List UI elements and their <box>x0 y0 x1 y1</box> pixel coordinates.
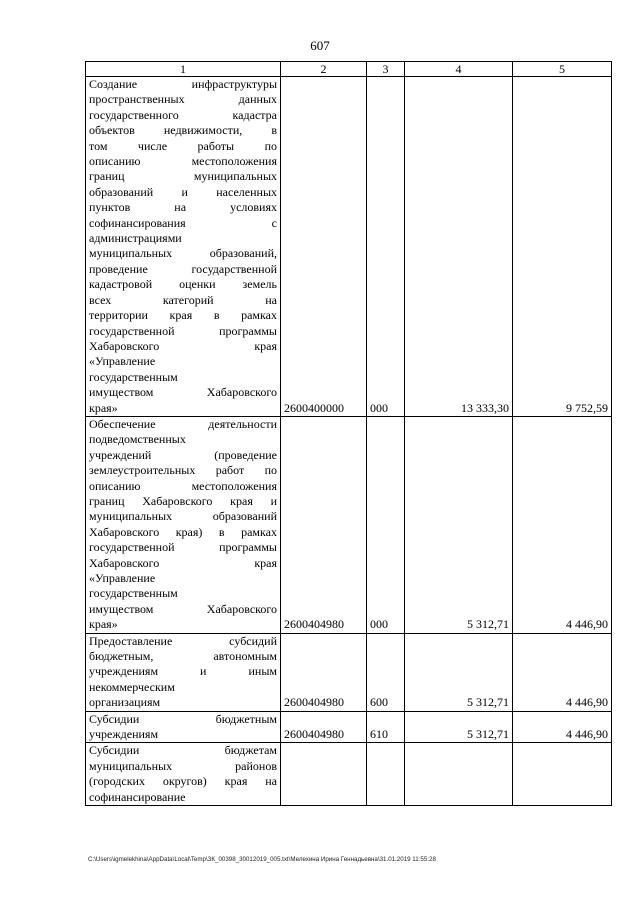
row-value-4-cell: 13 333,30 <box>405 77 513 417</box>
row-name-line: государственным <box>89 369 178 384</box>
row-value-5-cell: 9 752,59 <box>513 77 612 417</box>
row-code-cell <box>281 743 367 806</box>
column-header-4: 4 <box>405 62 513 77</box>
row-name-line: организациям <box>89 695 161 710</box>
row-name-line: всех категорий на <box>89 292 277 307</box>
row-name-line: учреждениям и иным <box>89 664 277 679</box>
row-type-cell: 000 <box>367 416 405 633</box>
row-value-5-cell: 4 446,90 <box>513 416 612 633</box>
row-name-cell <box>86 633 281 711</box>
row-name-line: «Управление <box>89 571 156 585</box>
row-name-line: том числе работы по <box>89 138 277 153</box>
column-header-1: 1 <box>86 62 281 77</box>
row-value-5-cell <box>513 743 612 806</box>
row-value-4-cell: 5 312,71 <box>405 633 513 711</box>
row-name-line: «Управление <box>89 354 156 369</box>
row-name-line: бюджетным, автономным <box>89 649 277 664</box>
table-row <box>86 711 612 743</box>
row-name-line: Хабаровского края) в рамках <box>89 524 277 539</box>
column-header-2: 2 <box>281 62 367 77</box>
row-name-line: муниципальных образований, <box>89 246 277 261</box>
row-name-line: Субсидии бюджетам <box>89 743 277 758</box>
row-code-cell: 2600400000 <box>281 77 367 417</box>
row-name-line: софинансирования с <box>89 215 277 230</box>
column-header-5: 5 <box>513 62 612 77</box>
row-name-line: учреждений (проведение <box>89 447 277 462</box>
row-code-cell: 2600404980 <box>281 633 367 711</box>
row-type-cell: 600 <box>367 633 405 711</box>
row-name-cell <box>86 77 281 417</box>
column-header-3: 3 <box>367 62 405 77</box>
table-header-row <box>86 62 612 77</box>
row-name-line: объектов недвижимости, в <box>89 123 277 138</box>
footer-file-path: C:\Users\igmelekhina\AppData\Local\Temp\ЗК_00398_30012019_005.txt\Мелехина Ирина Геннадьевна\31.01.2019 11:55:28 <box>88 856 436 863</box>
table-row <box>86 77 612 417</box>
row-name-cell <box>86 416 281 633</box>
row-name-line: пространственных данных <box>89 92 277 107</box>
table-row <box>86 416 612 633</box>
row-name-line: (городских округов) края на <box>89 774 277 789</box>
row-name-cell <box>86 711 281 743</box>
row-name-line: Субсидии бюджетным <box>89 711 277 726</box>
row-name-line: некоммерческим <box>89 679 175 694</box>
row-name-line: Обеспечение деятельности <box>89 416 277 431</box>
row-value-4-cell <box>405 743 513 806</box>
row-name-line: пунктов на условиях <box>89 200 277 215</box>
table-row <box>86 743 612 806</box>
row-name-line: софинансирование <box>89 789 186 804</box>
row-name-line: землеустроительных работ по <box>89 463 277 478</box>
row-name-line: государственной программы <box>89 323 277 338</box>
row-name-line: муниципальных районов <box>89 758 277 773</box>
row-code-cell: 2600404980 <box>281 711 367 743</box>
row-value-4-cell: 5 312,71 <box>405 711 513 743</box>
row-name-line: имуществом Хабаровского <box>89 601 277 616</box>
row-name-line: территории края в рамках <box>89 308 277 323</box>
row-name-line: Хабаровского края <box>89 555 277 570</box>
row-type-cell <box>367 743 405 806</box>
row-name-line: государственным <box>89 586 178 601</box>
budget-table <box>85 61 612 806</box>
row-name-line: границ Хабаровского края и <box>89 493 277 508</box>
row-name-line: администрациями <box>89 231 182 246</box>
row-name-line: проведение государственной <box>89 261 277 276</box>
row-name-line: границ муниципальных <box>89 169 277 184</box>
table-body <box>86 77 612 806</box>
table-row <box>86 633 612 711</box>
row-code-cell: 2600404980 <box>281 416 367 633</box>
page-number: 607 <box>310 38 330 53</box>
row-value-5-cell: 4 446,90 <box>513 711 612 743</box>
row-name-line: учреждениям <box>89 727 159 742</box>
row-value-5-cell: 4 446,90 <box>513 633 612 711</box>
row-name-line: Создание инфраструктуры <box>89 77 277 91</box>
row-name-line: образований и населенных <box>89 184 277 199</box>
row-name-cell <box>86 743 281 806</box>
row-name-line: края» <box>89 400 118 415</box>
row-name-line: кадастровой оценки земель <box>89 277 277 292</box>
row-type-cell: 610 <box>367 711 405 743</box>
row-name-line: края» <box>89 617 118 632</box>
row-name-line: Хабаровского края <box>89 338 277 353</box>
row-name-line: описанию местоположения <box>89 478 277 493</box>
row-name-line: государственного кадастра <box>89 107 277 122</box>
row-name-line: государственной программы <box>89 540 277 555</box>
row-name-line: муниципальных образований <box>89 509 277 524</box>
row-name-line: Предоставление субсидий <box>89 633 277 648</box>
row-value-4-cell: 5 312,71 <box>405 416 513 633</box>
row-type-cell: 000 <box>367 77 405 417</box>
row-name-line: подведомственных <box>89 432 186 447</box>
row-name-line: имуществом Хабаровского <box>89 385 277 400</box>
row-name-line: описанию местоположения <box>89 154 277 169</box>
